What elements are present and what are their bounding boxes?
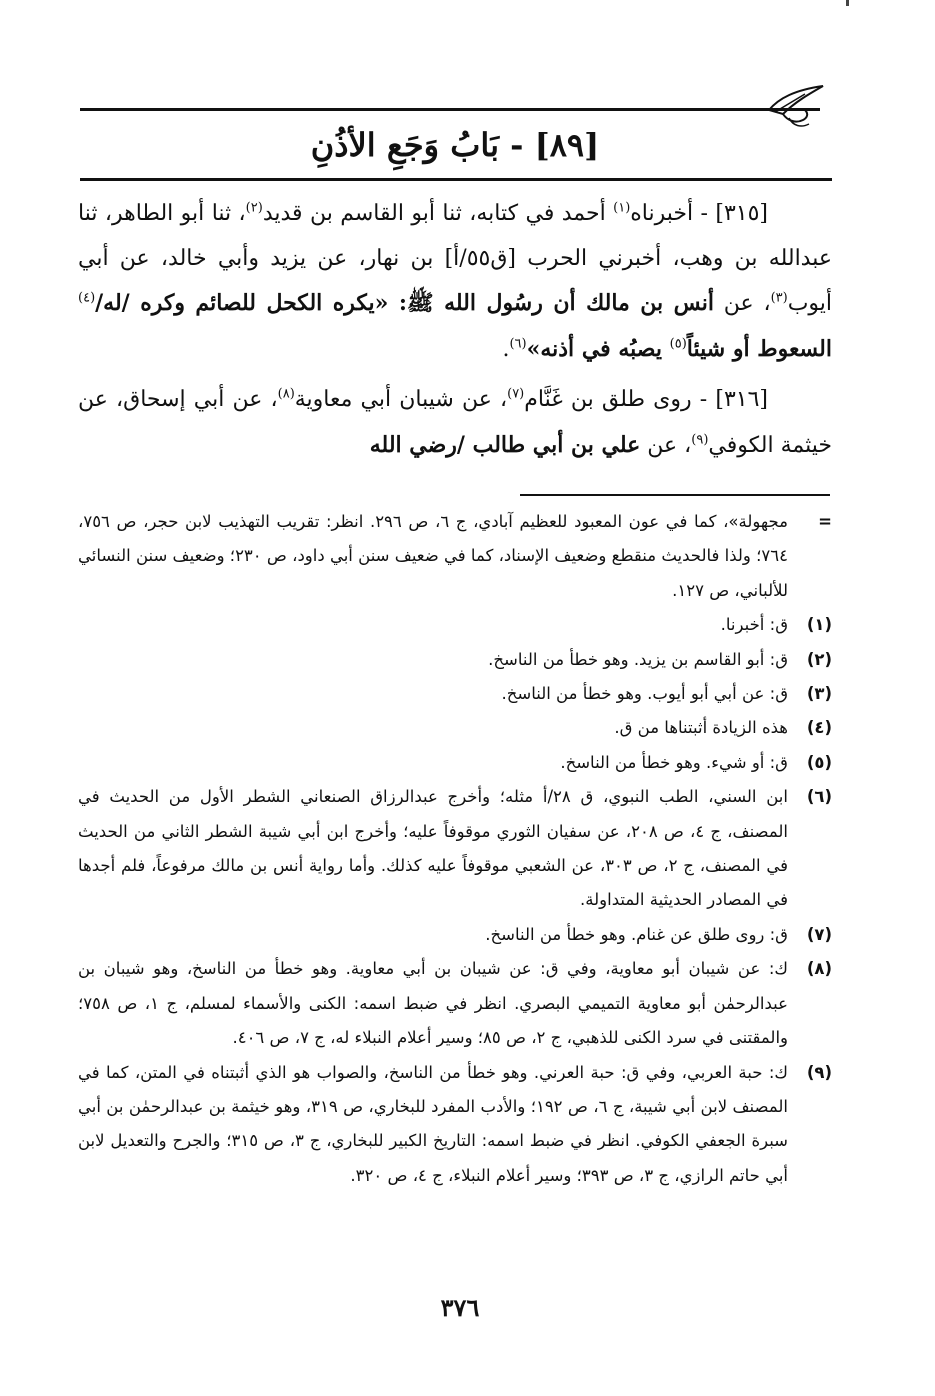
hadith-text: روى طلق بن غَنَّام [524,387,692,412]
footnote-text: مجهولة»، كما في عون المعبود للعظيم آبادي، ج ٦، ص ٢٩٦. انظر: تقريب التهذيب لابن حجر، ص ٧٥٦، ٧٦٤؛ ولذا فالحديث منقطع وضعيف الإسناد، كما في ضعيف سنن أبي داود، ص ٢٣٠؛ وضعيف سنن النسائي للألباني، ص ١٢٧. [78,512,788,600]
footnote-number: (٩) [806,1062,832,1082]
hadith-narrator: علي بن أبي طالب /رضي الله [369,431,641,458]
page-number: ٣٧٦ [440,1293,480,1322]
footnote-ref: (٣) [770,290,788,306]
footnote [78,918,832,952]
footnote-text: ق: أبو القاسم بن يزيد. وهو خطأ من الناسخ. [488,649,788,669]
footnote-text: هذه الزيادة أثبتناها من ق. [614,718,788,738]
footnote-text: ق: أو شيء. وهو خطأ من الناسخ. [560,752,788,772]
hadith-matn: السعوط أو شيئاً [686,335,832,362]
footnote-ref: (٩) [691,432,709,448]
footnote-ref: (٢) [245,200,263,216]
footnote [78,608,832,642]
main-text [78,192,832,468]
footnote-text: ك: حبة العربي، وفي ق: حبة العرني. وهو خطأ من الناسخ، والصواب هو الذي أثبتناه في المتن، كما في المصنف لابن أبي شيبة، ج ٦، ص ١٩٢؛ والأدب المفرد للبخاري، ص ٣١٩، وهو خيثمة بن عبدالرحمٰن بن أبي سبرة الجعفي الكوفي. انظر في ضبط اسمه: التاريخ الكبير للبخاري، ج ٣، ص ٣١٥؛ والجرح والتعديل لابن أبي حاتم الرازي، ج ٣، ص ٣٩٣؛ وسير أعلام النبلاء، ج ٤، ص ٣٢٠. [78,1062,788,1185]
footnote-number: (٤) [806,718,832,738]
footnote [78,1056,832,1194]
footnote [78,643,832,677]
hadith-text: أخبرناه [630,201,694,226]
footnote [78,780,832,918]
header-rule [80,108,820,111]
hadith-number: [٣١٥] - [693,201,768,226]
footnote-number: (٧) [806,924,832,944]
footnote-ref: (٨) [277,386,295,402]
footnote-text: ك: عن شيبان أبو معاوية، وفي ق: عن شيبان بن أبي معاوية. وهو خطأ من الناسخ، وهو شيبان بن عبدالرحمٰن أبو معاوية التميمي البصري. انظر في ضبط اسمه: الكنى والأسماء لمسلم، ج ١، ص ٧٥٨؛ والمقتنى في سرد الكنى للذهبي، ج ٢، ص ٨٥؛ وسير أعلام النبلاء له، ج ٧، ص ٤٠٦. [78,959,788,1048]
hadith-matn: أنس بن مالك أن رسُول الله ﷺ: «يكره الكحل للصائم وكره /له/ [95,290,714,316]
hadith-matn: يصبُه في أذنه» [526,335,670,362]
hadith-text: ، عن أبي إسحاق، عن خيثمة الكوفي [78,387,832,458]
scan-mark [846,0,849,6]
hadith-316 [78,378,832,468]
footnote [78,711,832,745]
footnote [78,677,832,711]
footnote-text: ق: روى طلق عن غنام. وهو خطأ من الناسخ. [485,924,788,944]
footnote-text: ابن السني، الطب النبوي، ق ٢٨/أ مثله؛ وأخرج عبدالرزاق الصنعاني الشطر الأول من الحديث في المصنف، ج ٤، ص ٢٠٨، عن سفيان الثوري موقوفاً عليه؛ وأخرج ابن أبي شيبة الشطر الثاني من الحديث في المصنف، ج ٢، ص ٣٠٣، عن الشعبي موقوفاً عليه كذلك. وأما رواية أنس بن مالك مرفوعاً، فلم أجدها في المصادر الحديثية المتداولة. [78,787,789,910]
footnote-ref: (١) [613,200,631,216]
hadith-text: . [502,336,510,362]
footnote-number: (١) [806,615,832,635]
hadith-text: ، عن [640,432,692,458]
hadith-text: ، عن [713,291,771,316]
footnote-number: (٣) [806,684,832,704]
hadith-number: [٣١٦] - [691,387,768,412]
footnote-ref: (٥) [669,336,687,352]
footnote-number: (٢) [806,649,832,669]
footnote-ref: (٦) [509,336,527,352]
footnote-text: ق: عن أبي أبو أيوب. وهو خطأ من الناسخ. [501,684,788,704]
footnote [78,746,832,780]
footnote-number: (٦) [806,787,832,807]
footnote [78,505,832,608]
footnote-number: = [818,512,832,531]
footnote-ref: (٧) [507,386,525,402]
hadith-315 [78,192,832,372]
footnote-number: (٨) [806,959,832,979]
chapter-title: [٨٩] - بَابُ وَجَعِ الأذُنِ [310,126,600,164]
footnote [78,952,832,1055]
footnote-text: ق: أخبرنا. [720,615,788,635]
footnotes [78,505,832,1193]
hadith-text: أحمد في كتابه، ثنا أبو القاسم بن قديد [262,201,614,226]
title-underline [80,178,832,181]
footnote-separator [520,494,830,496]
hadith-text: ، عن شيبان أبي معاوية [294,387,508,412]
footnote-number: (٥) [806,752,832,772]
footnote-ref: (٤) [78,290,96,306]
hadith-text: ، ثنا أبو الطاهر، ثنا عبدالله بن وهب، أخبرني الحرب [ق٥٥/أ] بن نهار، عن يزيد وأبي خالد، عن أبي أيوب [78,201,833,316]
